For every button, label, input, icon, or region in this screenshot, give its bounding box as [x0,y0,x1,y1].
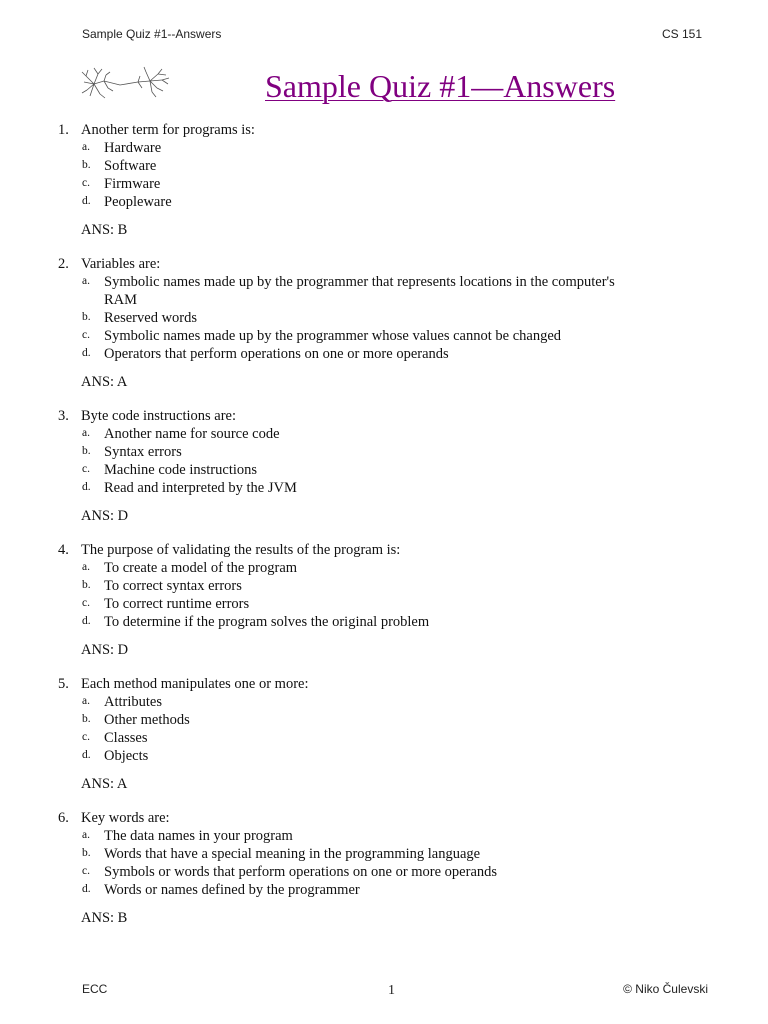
option-text: Symbolic names made up by the programmer that represents locations in the computer's RAM [104,274,615,308]
option-letter: a. [82,561,90,573]
option-b [82,157,624,175]
option-letter: d. [82,195,91,207]
option-letter: c. [82,463,90,475]
option-text: Words that have a special meaning in the programming language [104,846,481,862]
option-c [82,175,624,193]
question-text: Each method manipulates one or more: [81,676,309,692]
option-text: Read and interpreted by the JVM [104,480,297,496]
option-d [82,479,624,497]
option-letter: b. [82,445,91,457]
question-number: 2. [58,256,69,272]
option-letter: a. [82,275,90,287]
option-c [82,327,624,345]
question-6 [0,809,768,927]
header-left: Sample Quiz #1--Answers [82,27,222,41]
option-letter: d. [82,749,91,761]
option-text: Attributes [104,694,162,710]
question-text: Byte code instructions are: [81,408,237,424]
option-b [82,711,624,729]
option-text: Classes [104,730,148,746]
quiz-list [0,121,768,943]
option-d [82,613,624,631]
question-number: 3. [58,408,69,424]
option-letter: d. [82,883,91,895]
neuron-icon [80,66,172,100]
option-letter: b. [82,579,91,591]
option-text: To create a model of the program [104,560,298,576]
answer: ANS: D [81,508,129,524]
option-letter: d. [82,615,91,627]
footer-left: ECC [82,982,108,996]
option-text: Objects [104,748,149,764]
option-letter: c. [82,865,90,877]
option-a [82,425,624,443]
option-b [82,845,624,863]
option-d [82,747,624,765]
question-number: 4. [58,542,69,558]
question-number: 6. [58,810,69,826]
page-number: 1 [388,983,395,998]
answer: ANS: A [81,776,128,792]
option-d [82,345,624,363]
option-text: Reserved words [104,310,198,326]
question-text: The purpose of validating the results of the program is: [81,542,401,558]
option-text: Machine code instructions [104,462,258,478]
option-text: The data names in your program [104,828,293,844]
option-text: Other methods [104,712,190,728]
question-text: Variables are: [81,256,161,272]
question-1 [0,121,768,239]
question-5 [0,675,768,793]
answer: ANS: B [81,222,128,238]
option-letter: a. [82,427,90,439]
option-text: Symbolic names made up by the programmer whose values cannot be changed [104,328,562,344]
option-letter: a. [82,695,90,707]
option-c [82,863,624,881]
option-text: Hardware [104,140,162,156]
option-text: Firmware [104,176,161,192]
question-number: 5. [58,676,69,692]
option-text: Another name for source code [104,426,280,442]
option-letter: a. [82,829,90,841]
question-4 [0,541,768,659]
option-letter: c. [82,597,90,609]
option-a [82,273,624,309]
answer: ANS: A [81,374,128,390]
option-letter: a. [82,141,90,153]
option-text: To determine if the program solves the original problem [104,614,430,630]
option-a [82,827,624,845]
question-number: 1. [58,122,69,138]
option-c [82,729,624,747]
question-text: Key words are: [81,810,170,826]
option-letter: c. [82,329,90,341]
option-b [82,443,624,461]
option-d [82,193,624,211]
header-right: CS 151 [661,27,702,41]
option-letter: b. [82,159,91,171]
question-text: Another term for programs is: [81,122,255,138]
option-letter: c. [82,731,90,743]
option-letter: c. [82,177,90,189]
option-letter: d. [82,347,91,359]
option-c [82,461,624,479]
option-text: Peopleware [104,194,172,210]
option-text: Words or names defined by the programmer [104,882,360,898]
question-3 [0,407,768,525]
option-a [82,139,624,157]
answer: ANS: D [81,642,129,658]
option-letter: b. [82,311,91,323]
option-c [82,595,624,613]
page-title: Sample Quiz #1—Answers [265,68,616,104]
option-text: Operators that perform operations on one or more operands [104,346,449,362]
option-a [82,559,624,577]
question-2 [0,255,768,391]
answer: ANS: B [81,910,128,926]
option-b [82,309,624,327]
option-text: Software [104,158,157,174]
option-text: Symbols or words that perform operations on one or more operands [104,864,498,880]
footer-right: © Niko Čulevski [623,982,708,996]
option-b [82,577,624,595]
option-letter: b. [82,713,91,725]
option-letter: b. [82,847,91,859]
option-a [82,693,624,711]
option-text: To correct runtime errors [104,596,250,612]
option-letter: d. [82,481,91,493]
option-d [82,881,624,899]
option-text: Syntax errors [104,444,182,460]
option-text: To correct syntax errors [104,578,242,594]
